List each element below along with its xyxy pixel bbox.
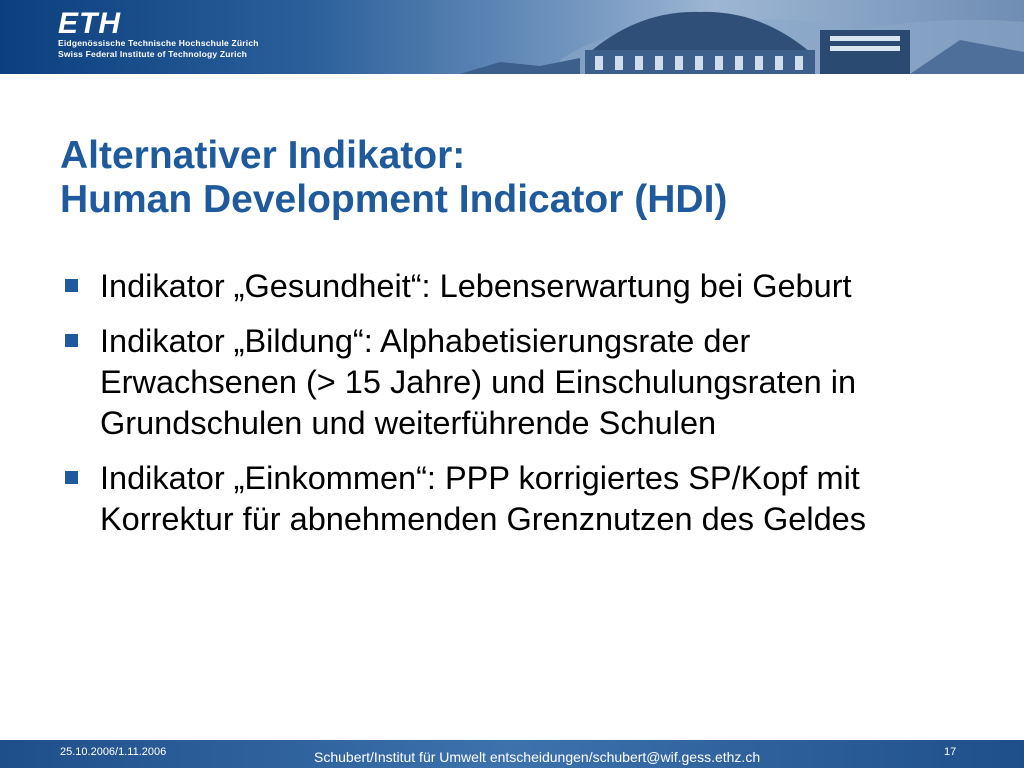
footer-bar	[0, 740, 1024, 768]
header-banner	[0, 0, 1024, 74]
footer-date: 25.10.2006/1.11.2006	[60, 746, 167, 758]
eth-logo	[58, 7, 259, 60]
slide-title-line-1: Alternativer Indikator:	[60, 134, 466, 177]
bullet-item	[60, 458, 940, 540]
square-bullet-icon	[65, 279, 78, 292]
slide-title-line-2: Human Development Indicator (HDI)	[60, 178, 728, 221]
square-bullet-icon	[65, 471, 78, 484]
bullet-item	[60, 321, 940, 444]
logo-line-english: Swiss Federal Institute of Technology Zurich	[58, 49, 248, 59]
logo-word: ETH	[58, 7, 121, 40]
bullet-list	[60, 266, 940, 554]
square-bullet-icon	[65, 334, 78, 347]
bullet-text: Indikator „Gesundheit“: Lebenserwartung bei Geburt	[100, 268, 852, 304]
logo-line-german: Eidgenössische Technische Hochschule Zürich	[58, 38, 259, 48]
bullet-text: Indikator „Einkommen“: PPP korrigiertes SP/Kopf mit Korrektur für abnehmenden Grenznutzen des Geldes	[100, 460, 867, 537]
footer-author: Schubert/Institut für Umwelt entscheidungen/schubert@wif.gess.ethz.ch	[314, 749, 761, 765]
bullet-text: Indikator „Bildung“: Alphabetisierungsrate der Erwachsenen (> 15 Jahre) und Einschulungsraten in Grundschulen und weiterführende Schulen	[100, 323, 857, 441]
slide-title	[60, 134, 960, 222]
bullet-item	[60, 266, 940, 307]
page-number: 17	[944, 746, 957, 758]
